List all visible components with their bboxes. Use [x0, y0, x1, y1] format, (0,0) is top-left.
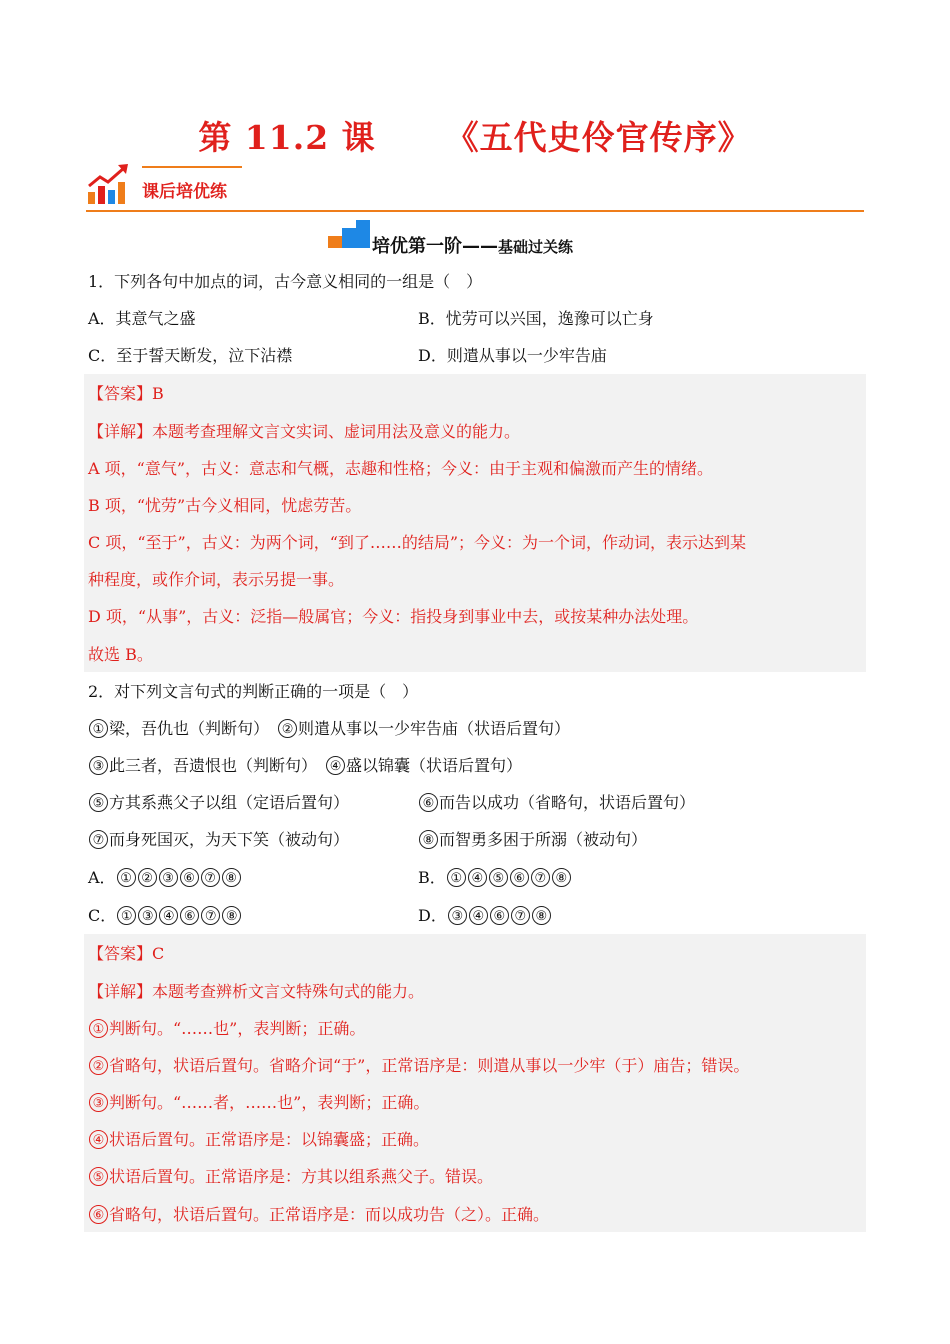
q2-detail-text: 判断句。“……也”，表判断；正确。: [109, 1019, 366, 1038]
q2-item-text: 则遣从事以一少牢告庙（状语后置句）: [298, 719, 571, 738]
circled-number: ①: [117, 906, 136, 925]
circled-number: ②: [278, 719, 297, 738]
circled-number: ③: [89, 756, 108, 775]
q2-detail-intro: 【详解】本题考查辨析文言文特殊句式的能力。: [88, 982, 425, 1001]
q2-detail-line: [88, 1019, 365, 1039]
q2-option-d: [418, 906, 552, 926]
q2-item: [418, 830, 647, 850]
option-label: C．: [88, 906, 117, 925]
q1-detail-line: A 项，“意气”，古义：意志和气概，志趣和性格；今义：由于主观和偏激而产生的情绪。: [88, 459, 714, 478]
q1-answer: 【答案】B: [88, 384, 164, 403]
option-label: D．: [418, 906, 447, 925]
circled-number: ④: [159, 906, 178, 925]
q2-detail-line: [88, 1093, 429, 1113]
circled-number: ②: [138, 868, 157, 887]
circled-number: ⑤: [489, 868, 508, 887]
q2-answer-box: [84, 934, 866, 1232]
banner-title: 课后培优练: [142, 182, 227, 202]
circled-number: ③: [89, 1093, 108, 1112]
q1-stem: 1．下列各句中加点的词，古今意义相同的一组是（ ）: [88, 272, 483, 291]
q2-item: [88, 756, 522, 776]
circled-number: ⑤: [89, 1167, 108, 1186]
circled-number: ④: [326, 756, 345, 775]
stage-heading: [0, 220, 950, 260]
q1-detail-line: 【详解】本题考查理解文言文实词、虚词用法及意义的能力。: [88, 422, 521, 441]
q1-detail-line: B 项，“忧劳”古今义相同，忧虑劳苦。: [88, 496, 362, 515]
q1-option-c: C．至于誓天断发，泣下沾襟: [88, 346, 293, 365]
q1-option-b: B．忧劳可以兴国，逸豫可以亡身: [418, 309, 654, 328]
q2-detail-line: [88, 1130, 429, 1150]
growth-chart-icon: [86, 162, 132, 206]
circled-number: ④: [469, 906, 488, 925]
stairs-icon: [328, 220, 370, 250]
q1-detail-line: 种程度，或作介词，表示另提一事。: [88, 570, 345, 589]
circled-number: ⑦: [201, 868, 220, 887]
q2-detail-text: 状语后置句。正常语序是：方其以组系燕父子。错误。: [109, 1167, 494, 1186]
q2-item-text: 盛以锦囊（状语后置句）: [346, 756, 523, 775]
circled-number: ⑧: [532, 906, 551, 925]
circled-number: ③: [448, 906, 467, 925]
q1-option-d: D．则遣从事以一少牢告庙: [418, 346, 607, 365]
q1-option-a: A．其意气之盛: [88, 309, 196, 328]
stage-main: 培优第一阶: [372, 236, 462, 257]
circled-number: ⑧: [222, 868, 241, 887]
q1-detail-line: D 项，“从事”，古义：泛指—般属官；今义：指投身到事业中去，或按某种办法处理。: [88, 607, 699, 626]
circled-number: ⑦: [511, 906, 530, 925]
page-title: [0, 112, 950, 159]
circled-number: ⑥: [180, 906, 199, 925]
q2-item: [88, 830, 349, 850]
circled-number: ⑦: [201, 906, 220, 925]
stage-dash: ——: [462, 236, 498, 257]
q2-detail-text: 省略句，状语后置句。正常语序是：而以成功告（之）。正确。: [109, 1205, 550, 1224]
q2-item: [418, 793, 695, 813]
circled-number: ①: [447, 868, 466, 887]
circled-number: ⑥: [180, 868, 199, 887]
option-label: A．: [88, 868, 116, 887]
section-banner: [86, 162, 866, 212]
q2-detail-text: 判断句。“……者，……也”，表判断；正确。: [109, 1093, 430, 1112]
q2-answer: 【答案】C: [88, 944, 165, 963]
q2-option-c: [88, 906, 242, 926]
circled-number: ⑦: [531, 868, 550, 887]
q2-item: [88, 719, 570, 739]
banner-rule: [86, 210, 864, 212]
circled-number: ⑤: [89, 793, 108, 812]
circled-number: ③: [138, 906, 157, 925]
circled-number: ⑥: [89, 1205, 108, 1224]
q2-option-a: [88, 868, 242, 888]
q2-item-text: 方其系燕父子以组（定语后置句）: [109, 793, 350, 812]
q2-item-text: 而告以成功（省略句，状语后置句）: [439, 793, 696, 812]
q2-detail-text: 状语后置句。正常语序是：以锦囊盛；正确。: [109, 1130, 430, 1149]
q2-item-text: 梁，吾仇也（判断句）: [109, 719, 262, 738]
stage-title: [372, 232, 573, 258]
circled-number: ④: [468, 868, 487, 887]
q1-detail-line: 故选 B。: [88, 645, 153, 664]
banner-top-line: [142, 166, 242, 168]
circled-number: ⑥: [419, 793, 438, 812]
circled-number: ②: [89, 1056, 108, 1075]
circled-number: ①: [117, 868, 136, 887]
circled-number: ⑧: [552, 868, 571, 887]
circled-number: ①: [89, 1019, 108, 1038]
q1-detail-line: C 项，“至于”，古义：为两个词，“到了……的结局”；今义：为一个词，作动词，表示达到某: [88, 533, 747, 552]
q2-stem: 2．对下列文言句式的判断正确的一项是（ ）: [88, 682, 419, 701]
q2-item-text: 此三者，吾遗恨也（判断句）: [109, 756, 310, 775]
stage-sub: 基础过关练: [498, 238, 574, 256]
q2-option-b: [418, 868, 572, 888]
circled-number: ⑧: [419, 830, 438, 849]
lesson-number: 第 11.2 课: [198, 118, 376, 157]
lesson-name: 《五代史伶官传序》: [445, 118, 752, 157]
q2-item-text: 而身死国灭，为天下笑（被动句）: [109, 830, 350, 849]
q2-item: [88, 793, 349, 813]
q1-answer-box: [84, 374, 866, 672]
q2-detail-line: [88, 1056, 749, 1076]
q2-detail-text: 省略句，状语后置句。省略介词“于”，正常语序是：则遣从事以一少牢（于）庙告；错误。: [109, 1056, 750, 1075]
circled-number: ④: [89, 1130, 108, 1149]
circled-number: ①: [89, 719, 108, 738]
q2-detail-line: [88, 1167, 493, 1187]
option-label: B．: [418, 868, 446, 887]
circled-number: ⑦: [89, 830, 108, 849]
circled-number: ⑥: [490, 906, 509, 925]
circled-number: ⑥: [510, 868, 529, 887]
q2-item-text: 而智勇多困于所溺（被动句）: [439, 830, 648, 849]
circled-number: ⑧: [222, 906, 241, 925]
q2-detail-line: [88, 1205, 549, 1225]
circled-number: ③: [159, 868, 178, 887]
